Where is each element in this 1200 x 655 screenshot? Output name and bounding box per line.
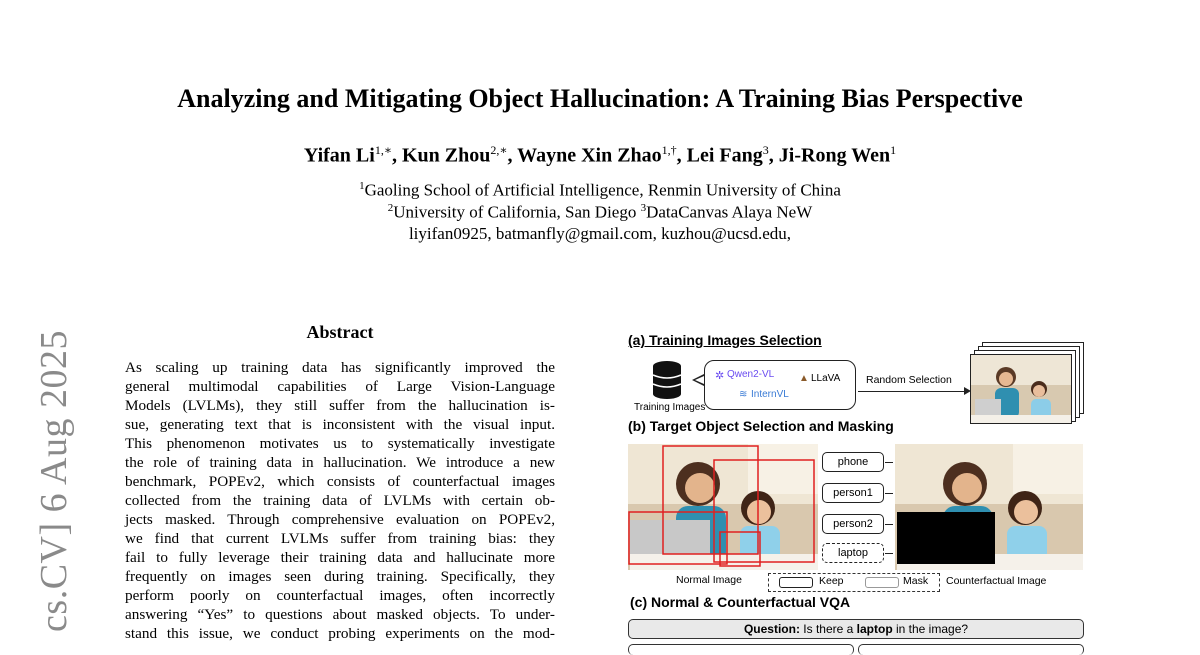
model-internvl: InternVL [751, 389, 789, 400]
affiliation-line-2 [0, 202, 1200, 223]
legend-box [768, 573, 940, 592]
model-qwen: Qwen2-VL [727, 369, 775, 380]
object-tag-laptop: laptop [822, 543, 884, 563]
abstract-line: fail to fully leverage their training data and hallucinate more [125, 549, 555, 566]
abstract-line: jects masked. Through comprehensive evaluation on POPEv2, [125, 511, 555, 528]
object-tag-person2: person2 [822, 514, 884, 534]
photo-stack [970, 342, 1085, 422]
abstract-line: collected from the training data of LVLMs with certain ob- [125, 492, 555, 509]
abstract-line: perform poorly on counterfactual images, often incorrectly [125, 587, 555, 604]
mask-swatch [865, 577, 899, 588]
abstract-line: sue, generating text that is inconsistent with the visual input. [125, 416, 555, 433]
figure-section-c: (c) Normal & Counterfactual VQA [630, 594, 851, 610]
author: Wayne Xin Zhao [517, 144, 662, 167]
overview-figure [620, 330, 1090, 648]
training-images-label: Training Images [634, 402, 706, 413]
arxiv-identifier [24, 330, 84, 648]
abstract-line: frequently on images seen during training. Specifically, they [125, 568, 555, 585]
answer-box-right [858, 644, 1084, 655]
abstract-line: general multimodal capabilities of Large Vision-Language [125, 378, 555, 395]
abstract-body [125, 358, 555, 643]
normal-image [628, 444, 818, 570]
figure-section-b: (b) Target Object Selection and Masking [628, 418, 894, 434]
answer-box-left [628, 644, 854, 655]
aff-sup: 3 [640, 202, 647, 214]
tag-arrow [885, 553, 893, 554]
abstract-line: we find that current LVLMs suffer from training bias: they [125, 530, 555, 547]
normal-image-label: Normal Image [676, 574, 742, 586]
abstract-line: stand this issue, we conduct probing experiments on the mod- [125, 625, 555, 642]
arxiv-id-text: cs.CV] 6 Aug 2025 [33, 330, 75, 632]
abstract-line: the role of training data in hallucination. We introduce a new [125, 454, 555, 471]
abstract-line: This phenomenon motivates us to systematically investigate [125, 435, 555, 452]
author-sup: 1,∗ [374, 143, 392, 157]
author: Lei Fang [686, 144, 763, 167]
question-text-b: in the image? [892, 622, 969, 636]
model-bubble-pointer-fill [695, 376, 704, 384]
author-sup: 2,∗ [490, 143, 508, 157]
aff-sup: 2 [387, 202, 394, 214]
figure-section-a: (a) Training Images Selection [628, 332, 822, 348]
abstract-line: answering “Yes” to questions about masked objects. To under- [125, 606, 555, 623]
abstract-heading: Abstract [306, 322, 374, 342]
tag-arrow [885, 493, 893, 494]
aff-text: DataCanvas Alaya NeW [646, 202, 813, 222]
object-tag-person1: person1 [822, 483, 884, 503]
internvl-logo-icon: ≋ [739, 389, 748, 400]
counterfactual-image [895, 444, 1083, 570]
aff-sup: 1 [359, 180, 365, 192]
selection-arrow [858, 391, 968, 392]
author: Yifan Li [303, 144, 375, 167]
model-llava: LLaVA [811, 373, 841, 384]
question-prefix: Question: [743, 622, 800, 636]
author-list: Yifan $Li^{1,∗}$, Kun Zhou$^{2,∗}$, Wayne Xin Zhao$^{1,\dagger}$, Lei Fang$^3$, Ji-Rong Wen$^1$ [303, 143, 897, 167]
mask-label: Mask [903, 575, 929, 587]
aff-text: Gaoling School of Artificial Intelligence, Renmin University of China [364, 180, 841, 200]
author: Ji-Rong Wen [778, 144, 891, 167]
aff-text: University of California, San Diego [393, 202, 641, 222]
random-selection-label: Random Selection [866, 374, 952, 386]
object-tag-phone: phone [822, 452, 884, 472]
abstract-line: Models (LVLMs), they still suffer from the hallucination is- [125, 397, 555, 414]
keep-swatch [779, 577, 813, 588]
model-bubble [704, 360, 856, 410]
tag-arrow [885, 462, 893, 463]
llava-logo-icon: ▲ [799, 373, 809, 384]
tag-arrow [885, 524, 893, 525]
email-text: liyifan0925, batmanfly@gmail.com, kuzhou@ucsd.edu, [408, 224, 792, 243]
author-sup: 3 [762, 143, 769, 157]
affiliation-emails [0, 224, 1200, 244]
training-photo [970, 354, 1072, 424]
author-sup: 1,† [661, 143, 677, 157]
abstract-line: As scaling up training data has significantly improved the [125, 359, 555, 376]
affiliation-line-1 [0, 180, 1200, 201]
question-box [628, 619, 1084, 639]
paper-title: Analyzing and Mitigating Object Hallucination: A Training Bias Perspective [177, 84, 1023, 113]
abstract-line: benchmark, POPEv2, which consists of counterfactual images [125, 473, 555, 490]
question-object: laptop [856, 622, 893, 636]
database-icon [652, 360, 682, 400]
keep-label: Keep [819, 575, 844, 587]
author-sup: 1 [890, 143, 897, 157]
counterfactual-label: Counterfactual Image [946, 575, 1047, 587]
question-text-a: Is there a [799, 622, 857, 636]
qwen-logo-icon: ✲ [715, 370, 725, 382]
author: Kun Zhou [401, 144, 491, 167]
